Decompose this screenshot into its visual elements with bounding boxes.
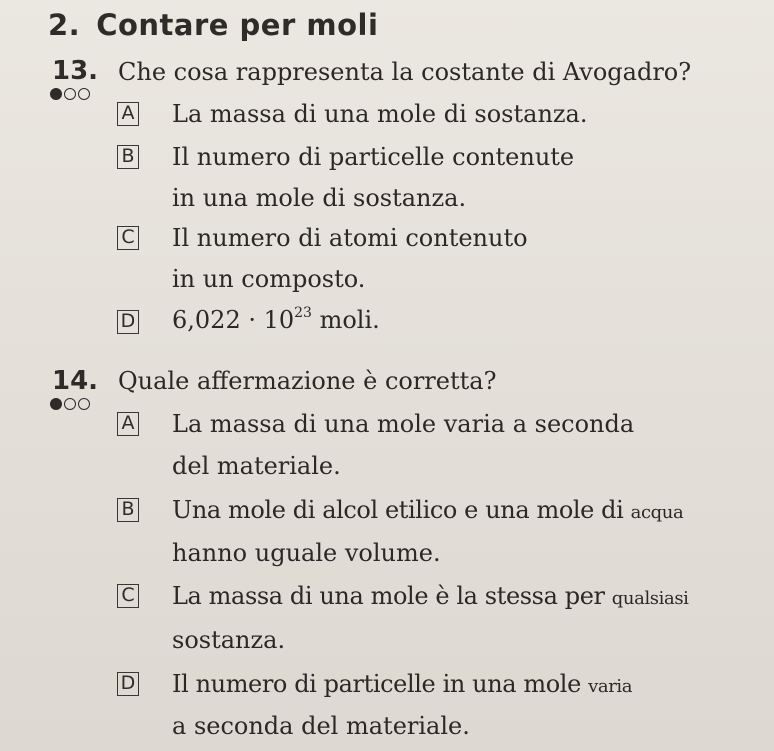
- q14-option-c-text-line1[interactable]: [172, 582, 689, 610]
- question-13-difficulty: [50, 86, 90, 102]
- q13-option-c-text-line1[interactable]: Il numero di atomi contenuto: [172, 224, 528, 252]
- difficulty-dot-empty: [78, 88, 90, 100]
- q14-option-c-line1-main: La massa di una mole è la stessa per: [172, 582, 612, 610]
- q13-option-d-letter[interactable]: D: [117, 310, 139, 334]
- q14-option-d-letter[interactable]: D: [117, 672, 139, 696]
- question-14-text: Quale affermazione è corretta?: [118, 367, 497, 395]
- q14-option-a-letter[interactable]: A: [117, 412, 139, 436]
- difficulty-dot-empty: [64, 88, 76, 100]
- section-number: 2.: [48, 8, 81, 42]
- q13-option-a-text[interactable]: La massa di una mole di sostanza.: [172, 100, 588, 128]
- avogadro-mantissa: 6,022 · 10: [172, 306, 295, 334]
- question-14-number: 14.: [52, 366, 99, 396]
- q13-option-c-text-line2[interactable]: in un composto.: [172, 265, 366, 293]
- q14-option-b-text-line1[interactable]: [172, 496, 683, 524]
- q14-option-b-letter[interactable]: B: [117, 498, 139, 522]
- question-13-text: Che cosa rappresenta la costante di Avogadro?: [118, 58, 692, 86]
- q14-option-d-line1-main: Il numero di particelle in una mole: [172, 670, 589, 698]
- question-13-number: 13.: [52, 56, 99, 86]
- q14-option-a-text-line1[interactable]: La massa di una mole varia a seconda: [172, 410, 635, 438]
- q13-option-b-text-line1[interactable]: Il numero di particelle contenute: [172, 143, 575, 171]
- section-title-text: Contare per moli: [96, 8, 379, 42]
- difficulty-dot-filled: [50, 88, 62, 100]
- q14-option-b-text-line2[interactable]: hanno uguale volume.: [172, 539, 441, 567]
- q13-option-c-letter[interactable]: C: [117, 226, 139, 250]
- difficulty-dot-empty: [64, 398, 76, 410]
- q14-option-c-letter[interactable]: C: [117, 584, 139, 608]
- section-title: [48, 8, 378, 42]
- q14-option-c-line1-tail: qualsiasi: [611, 588, 689, 609]
- q13-option-d-text[interactable]: [172, 306, 380, 334]
- q14-option-b-line1-tail: acqua: [630, 502, 684, 523]
- q14-option-c-text-line2[interactable]: sostanza.: [172, 626, 286, 654]
- difficulty-dot-empty: [78, 398, 90, 410]
- q14-option-d-text-line2[interactable]: a seconda del materiale.: [172, 712, 470, 740]
- q13-option-b-text-line2[interactable]: in una mole di sostanza.: [172, 184, 467, 212]
- q14-option-a-text-line2[interactable]: del materiale.: [172, 452, 341, 480]
- avogadro-exponent: 23: [294, 305, 312, 321]
- q13-option-b-letter[interactable]: B: [117, 145, 139, 169]
- q14-option-d-line1-tail: varia: [588, 676, 633, 697]
- question-14-difficulty: [50, 396, 90, 412]
- q14-option-d-text-line1[interactable]: [172, 670, 632, 698]
- avogadro-unit: moli.: [311, 306, 380, 334]
- q14-option-b-line1-main: Una mole di alcol etilico e una mole di: [172, 496, 631, 524]
- difficulty-dot-filled: [50, 398, 62, 410]
- q13-option-a-letter[interactable]: A: [117, 102, 139, 126]
